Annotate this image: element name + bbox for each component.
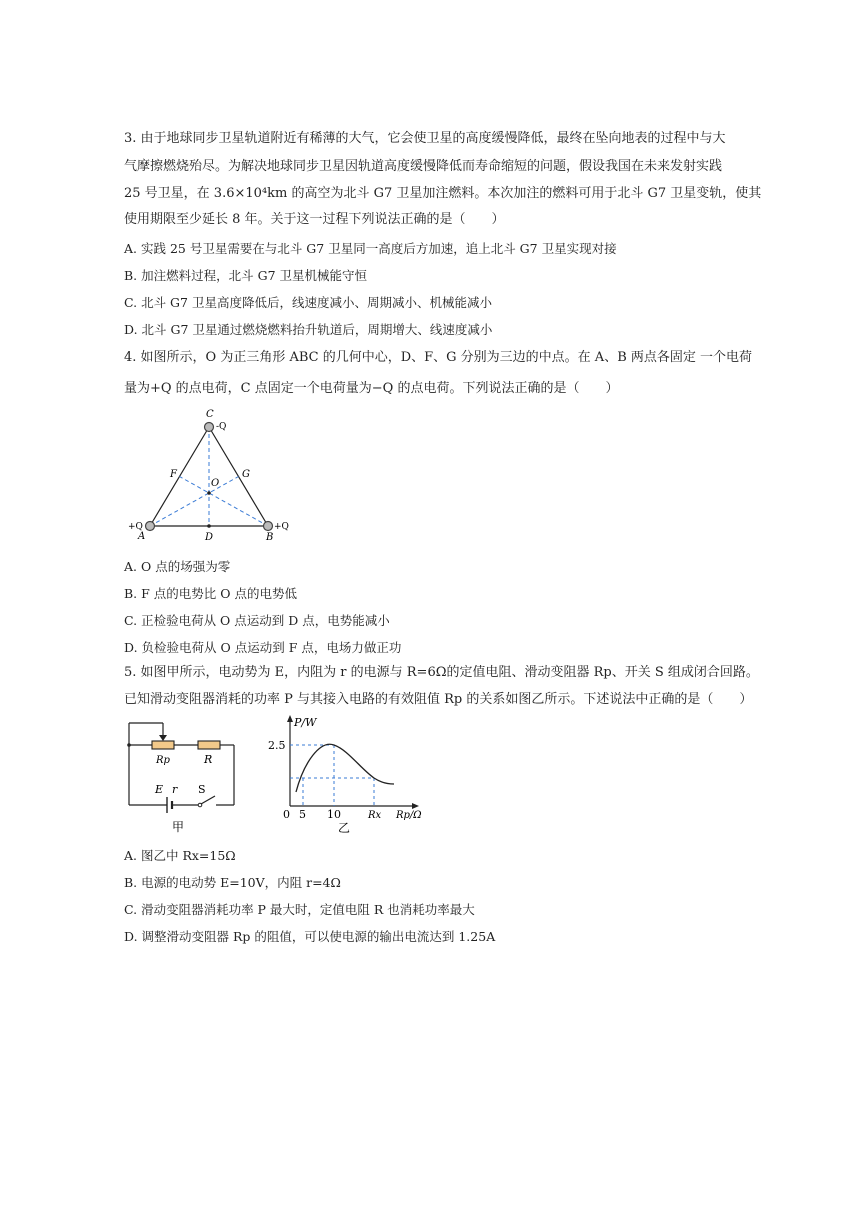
- q3-line-4: 使用期限至少延长 8 年。关于这一过程下列说法正确的是（ ）: [124, 212, 505, 227]
- label-a: A: [138, 531, 146, 542]
- q5-option-c: C. 滑动变阻器消耗功率 P 最大时，定值电阻 R 也消耗功率最大: [124, 902, 475, 917]
- label-r: R: [204, 753, 213, 766]
- q4-option-b: B. F 点的电势比 O 点的电势低: [124, 586, 297, 601]
- median-bf: [180, 477, 269, 527]
- caption-yi: 乙: [338, 821, 351, 835]
- q4-line-2: 量为+Q 的点电荷，C 点固定一个电荷量为−Q 的点电荷。下列说法正确的是（ ）: [124, 381, 619, 396]
- x-tick-rx: Rx: [368, 810, 382, 821]
- label-e: E: [155, 783, 164, 796]
- q4-option-a: A. O 点的场强为零: [124, 559, 231, 574]
- label-c: C: [206, 409, 214, 420]
- label-g: G: [242, 469, 250, 480]
- y-axis-label: P/W: [294, 716, 317, 729]
- x-tick-0: 0: [283, 808, 290, 821]
- point-o: [207, 491, 211, 495]
- label-charge-c: -Q: [216, 422, 227, 432]
- x-tick-10: 10: [327, 808, 341, 821]
- q3-option-a: A. 实践 25 号卫星需要在与北斗 G7 卫星同一高度后方加速，追上北斗 G7 卫星实现对接: [124, 241, 617, 256]
- y-tick-2-5: 2.5: [268, 739, 286, 752]
- caption-jia: 甲: [172, 820, 185, 834]
- label-charge-a: +Q: [128, 522, 143, 532]
- x-axis-label: Rp/Ω: [396, 810, 422, 821]
- q5-line-2: 已知滑动变阻器消耗的功率 P 与其接入电路的有效阻值 Rp 的关系如图乙所示。下述说法中正确的是（ ）: [124, 692, 753, 707]
- q4-line-1: 4. 如图所示，O 为正三角形 ABC 的几何中心，D、F、G 分别为三边的中点。在 A、B 两点各固定 一个电荷: [124, 350, 753, 365]
- median-ag: [150, 477, 239, 527]
- label-rp: Rp: [156, 755, 170, 766]
- label-d: D: [205, 532, 214, 543]
- resistor-r: [198, 741, 220, 749]
- q4-option-d: D. 负检验电荷从 O 点运动到 F 点，电场力做正功: [124, 640, 402, 655]
- q5-option-b: B. 电源的电动势 E=10V，内阻 r=4Ω: [124, 875, 341, 890]
- charge-ball-b: [264, 522, 273, 531]
- charge-ball-c: [205, 423, 214, 432]
- q3-option-c: C. 北斗 G7 卫星高度降低后，线速度减小、周期减小、机械能减小: [124, 295, 492, 310]
- power-curve: [296, 744, 394, 792]
- resistor-rp: [152, 741, 174, 749]
- power-graph: [262, 712, 432, 837]
- label-s: S: [198, 783, 206, 796]
- q3-option-b: B. 加注燃料过程，北斗 G7 卫星机械能守恒: [124, 268, 368, 283]
- label-o: O: [211, 478, 220, 489]
- q5-option-d: D. 调整滑动变阻器 Rp 的阻值，可以使电源的输出电流达到 1.25A: [124, 929, 496, 944]
- q5-line-1: 5. 如图甲所示，电动势为 E，内阻为 r 的电源与 R=6Ω的定值电阻、滑动变阻器 Rp、开关 S 组成闭合回路。: [124, 665, 759, 680]
- q3-line-1: 3. 由于地球同步卫星轨道附近有稀薄的大气，它会使卫星的高度缓慢降低，最终在坠向地表的过程中与大: [124, 131, 726, 146]
- label-r-internal: r: [172, 783, 178, 796]
- label-f: F: [170, 469, 177, 480]
- point-d: [207, 524, 211, 528]
- q3-line-2: 气摩擦燃烧殆尽。为解决地球同步卫星因轨道高度缓慢降低而寿命缩短的问题，假设我国在未来发射实践: [124, 159, 723, 174]
- triangle-figure: [120, 405, 310, 545]
- x-tick-5: 5: [299, 808, 306, 821]
- q3-line-3: 25 号卫星，在 3.6×10⁴km 的高空为北斗 G7 卫星加注燃料。本次加注的燃料可用于北斗 G7 卫星变轨，使其: [124, 186, 762, 201]
- q3-option-d: D. 北斗 G7 卫星通过燃烧燃料抬升轨道后，周期增大、线速度减小: [124, 322, 493, 337]
- q4-option-c: C. 正检验电荷从 O 点运动到 D 点，电势能减小: [124, 613, 390, 628]
- label-charge-b: +Q: [274, 522, 289, 532]
- charge-ball-a: [146, 522, 155, 531]
- circuit-figure: [120, 715, 250, 835]
- label-b: B: [266, 532, 274, 543]
- q5-option-a: A. 图乙中 Rx=15Ω: [124, 848, 236, 863]
